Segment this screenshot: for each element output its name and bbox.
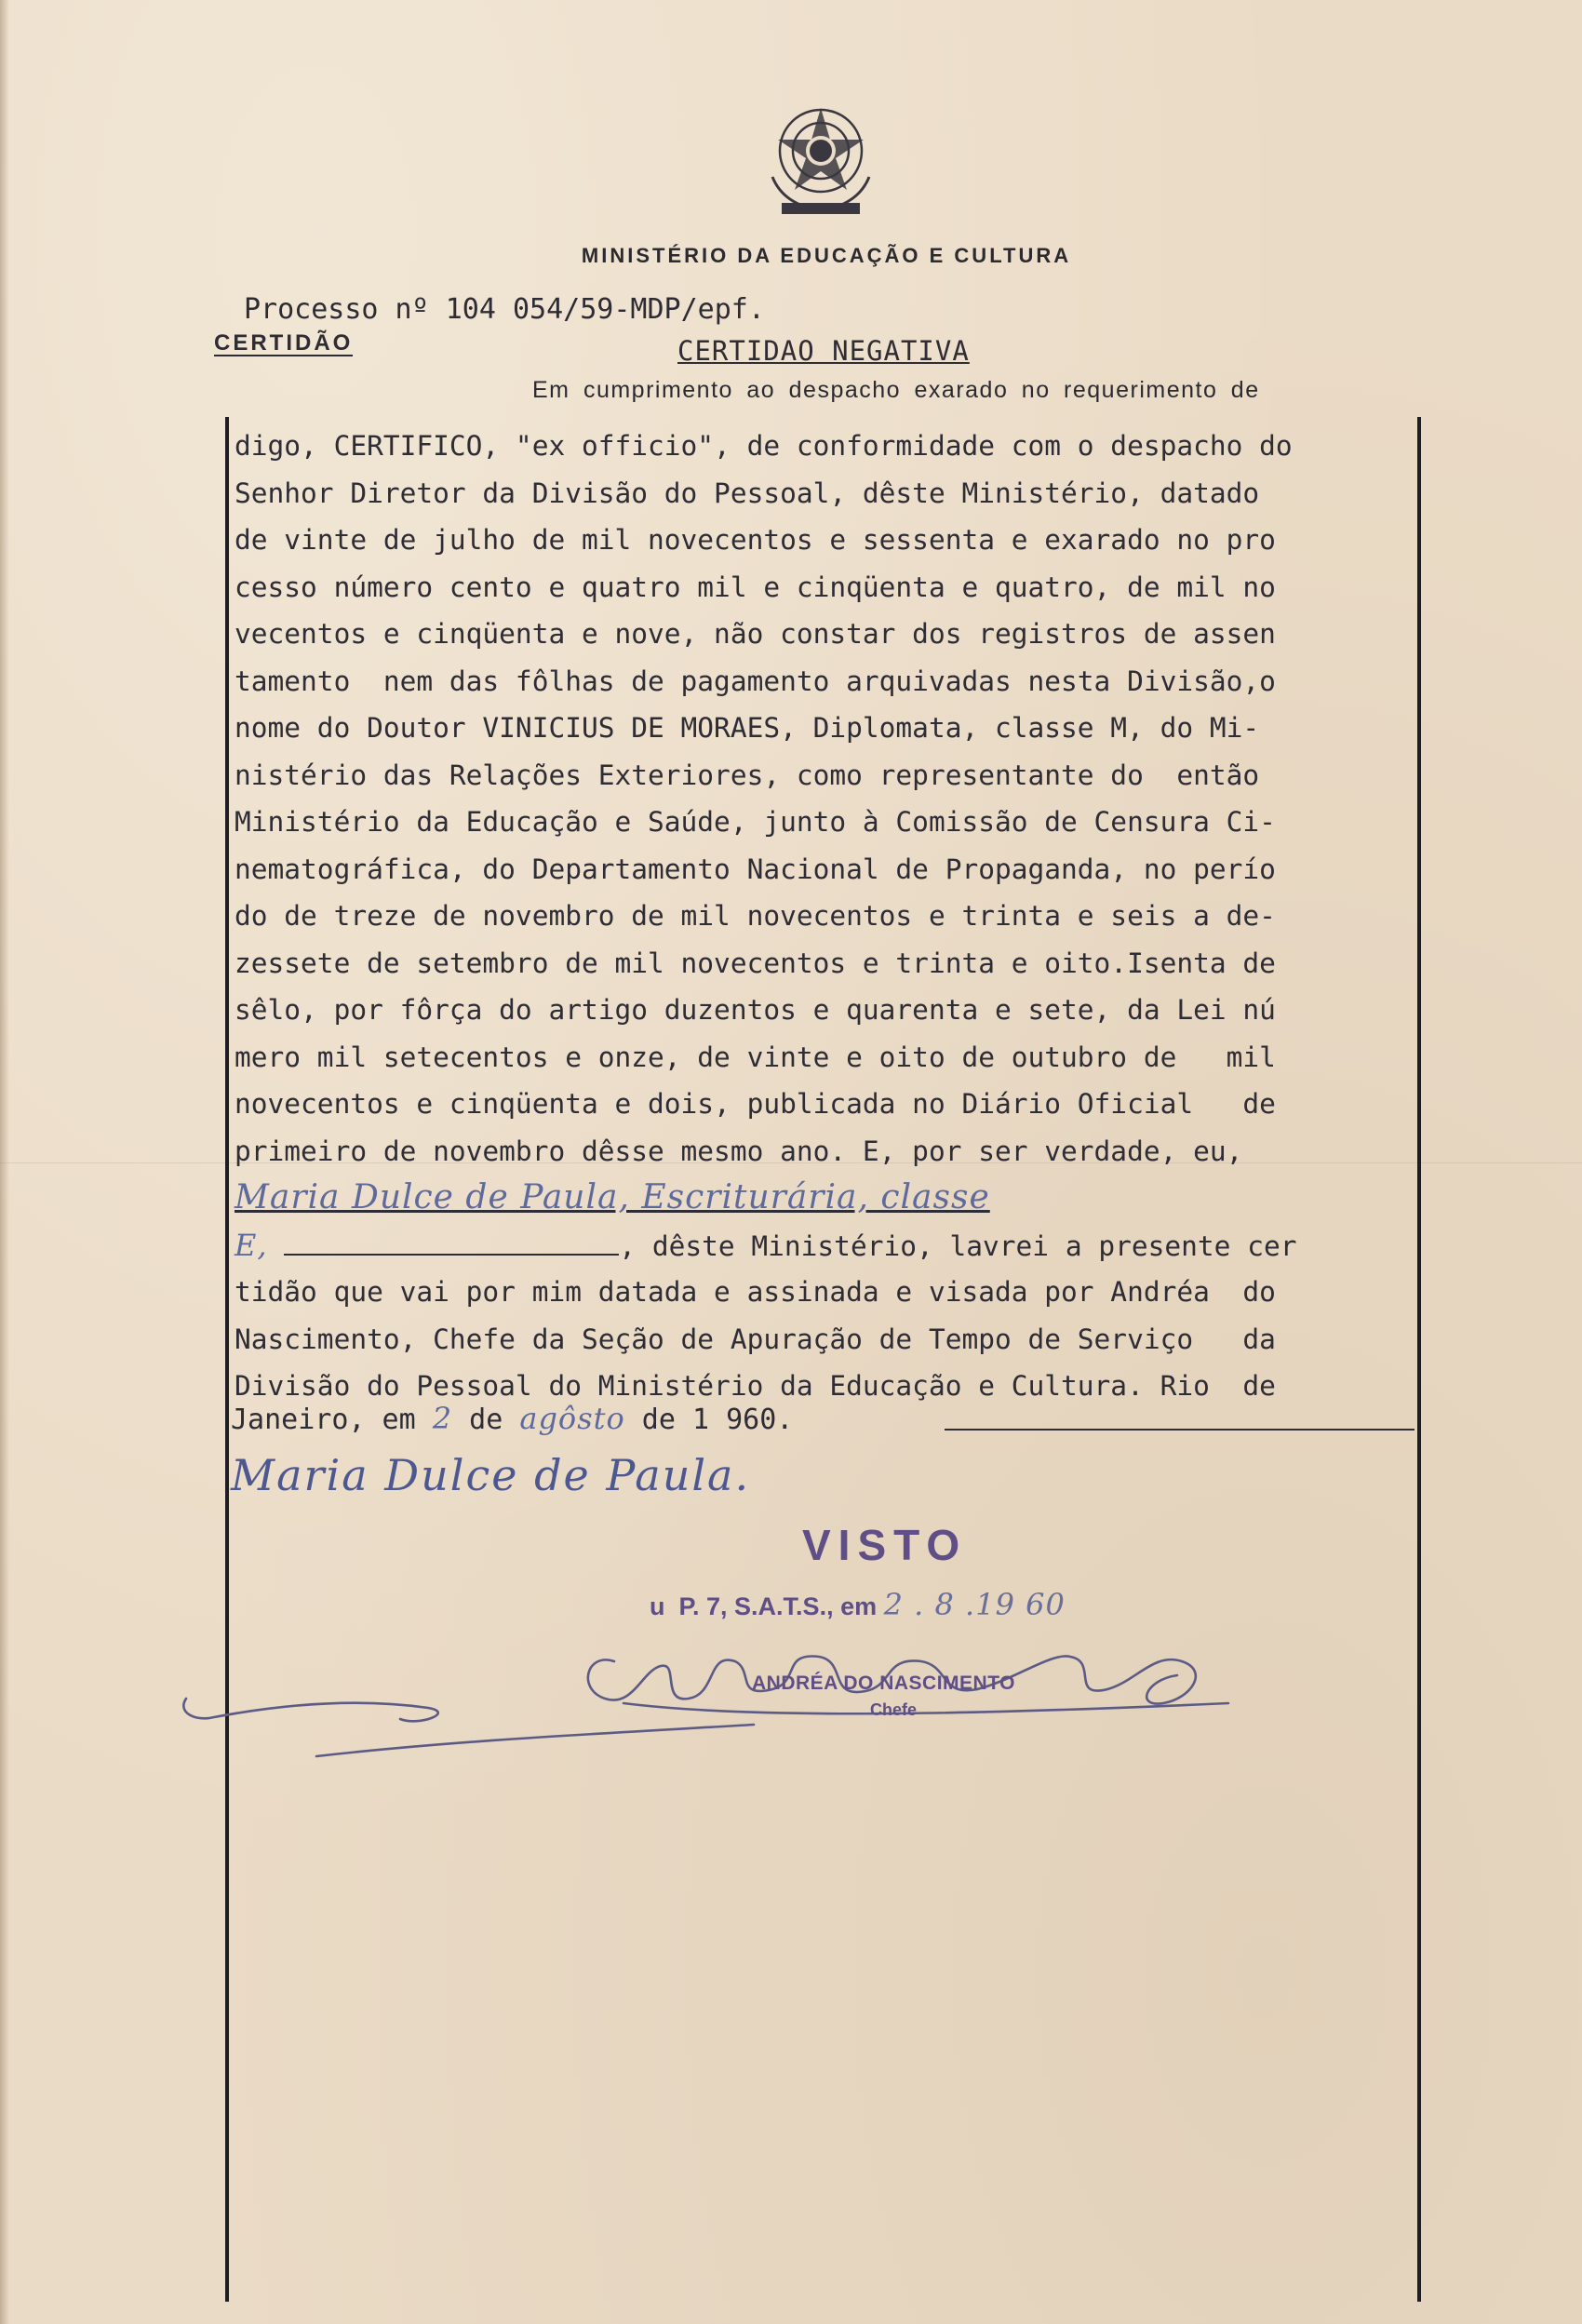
body-line-with-blank (235, 1222, 1413, 1269)
left-margin-rule (225, 417, 229, 2302)
handwritten-clerk-name: Maria Dulce de Paula, Escriturária, classe (235, 1178, 990, 1216)
stamp-chief-name: ANDRÉA DO NASCIMENTO (752, 1672, 1016, 1694)
body-line: digo, CERTIFICO, "ex officio", de conformidade com o despacho do (235, 430, 1293, 462)
date-prefix: Janeiro, em (231, 1404, 416, 1436)
body-line: Senhor Diretor da Divisão do Pessoal, dêste Ministério, datado (235, 477, 1260, 509)
preprinted-intro: Em cumprimento ao despacho exarado no requerimento de (532, 377, 1260, 403)
body-line-tail: , dêste Ministério, lavrei a presente cer (619, 1229, 1297, 1262)
stamp-prefix: u P. 7, S.A.T.S., em (650, 1592, 878, 1620)
body-line: nome do Doutor VINICIUS DE MORAES, Diplomata, classe M, do Mi- (235, 712, 1260, 744)
date-line (231, 1401, 1422, 1436)
stamp-handwritten-date: 2 . 8 .19 60 (883, 1587, 1066, 1622)
handwritten-day: 2 (432, 1401, 453, 1436)
body-line: nematográfica, do Departamento Nacional de Propaganda, no perío (235, 853, 1276, 885)
body-line: cesso número cento e quatro mil e cinqüenta e quatro, de mil no (235, 571, 1276, 603)
stamp-chief-role: Chefe (870, 1700, 918, 1719)
body-line: tamento nem das fôlhas de pagamento arquivadas nesta Divisão,o (235, 665, 1276, 697)
visto-stamp: VISTO (802, 1521, 968, 1569)
blank-rule (284, 1228, 619, 1256)
clerk-signature: Maria Dulce de Paula. (231, 1450, 751, 1500)
body-line: mero mil setecentos e onze, de vinte e oito de outubro de mil (235, 1041, 1276, 1073)
body-line: nistério das Relações Exteriores, como representante do então (235, 759, 1260, 791)
right-margin-rule (1417, 417, 1421, 2302)
body-line: tidão que vai por mim datada e assinada e visada por Andréa do (235, 1276, 1276, 1308)
ministry-heading: MINISTÉRIO DA EDUCAÇÃO E CULTURA (581, 244, 1072, 267)
body-line: de vinte de julho de mil novecentos e sessenta e exarado no pro (235, 524, 1276, 556)
certificate-body (235, 423, 1413, 1410)
body-line: sêlo, por fôrça do artigo duzentos e quarenta e sete, da Lei nú (235, 994, 1276, 1026)
chief-signature-scrawl (177, 1615, 1294, 1782)
handwritten-class: E, (235, 1227, 268, 1263)
document-title: CERTIDAO NEGATIVA (677, 335, 970, 367)
body-line: Ministério da Educação e Saúde, junto à Comissão de Censura Ci- (235, 806, 1276, 838)
body-line: novecentos e cinqüenta e dois, publicada no Diário Oficial de (235, 1088, 1276, 1120)
coat-of-arms-seal (756, 93, 886, 223)
body-line: Divisão do Pessoal do Ministério da Educação e Cultura. Rio de (235, 1370, 1276, 1402)
process-number: Processo nº 104 054/59-MDP/epf. (244, 293, 765, 326)
body-line: primeiro de novembro dêsse mesmo ano. E, por ser verdade, eu, (235, 1135, 1243, 1167)
body-line: Nascimento, Chefe da Seção de Apuração de Tempo de Serviço da (235, 1323, 1276, 1355)
date-year: de 1 960. (641, 1404, 794, 1436)
date-de: de (469, 1404, 503, 1436)
handwritten-month: agôsto (519, 1401, 625, 1436)
body-line: do de treze de novembro de mil novecentos e trinta e seis a de- (235, 900, 1276, 932)
body-line: zessete de setembro de mil novecentos e trinta e oito.Isenta de (235, 947, 1276, 979)
body-line: vecentos e cinqüenta e nove, não constar dos registros de assen (235, 618, 1276, 650)
date-fill-rule (945, 1429, 1414, 1431)
form-label-certidao: CERTIDÃO (214, 330, 354, 356)
